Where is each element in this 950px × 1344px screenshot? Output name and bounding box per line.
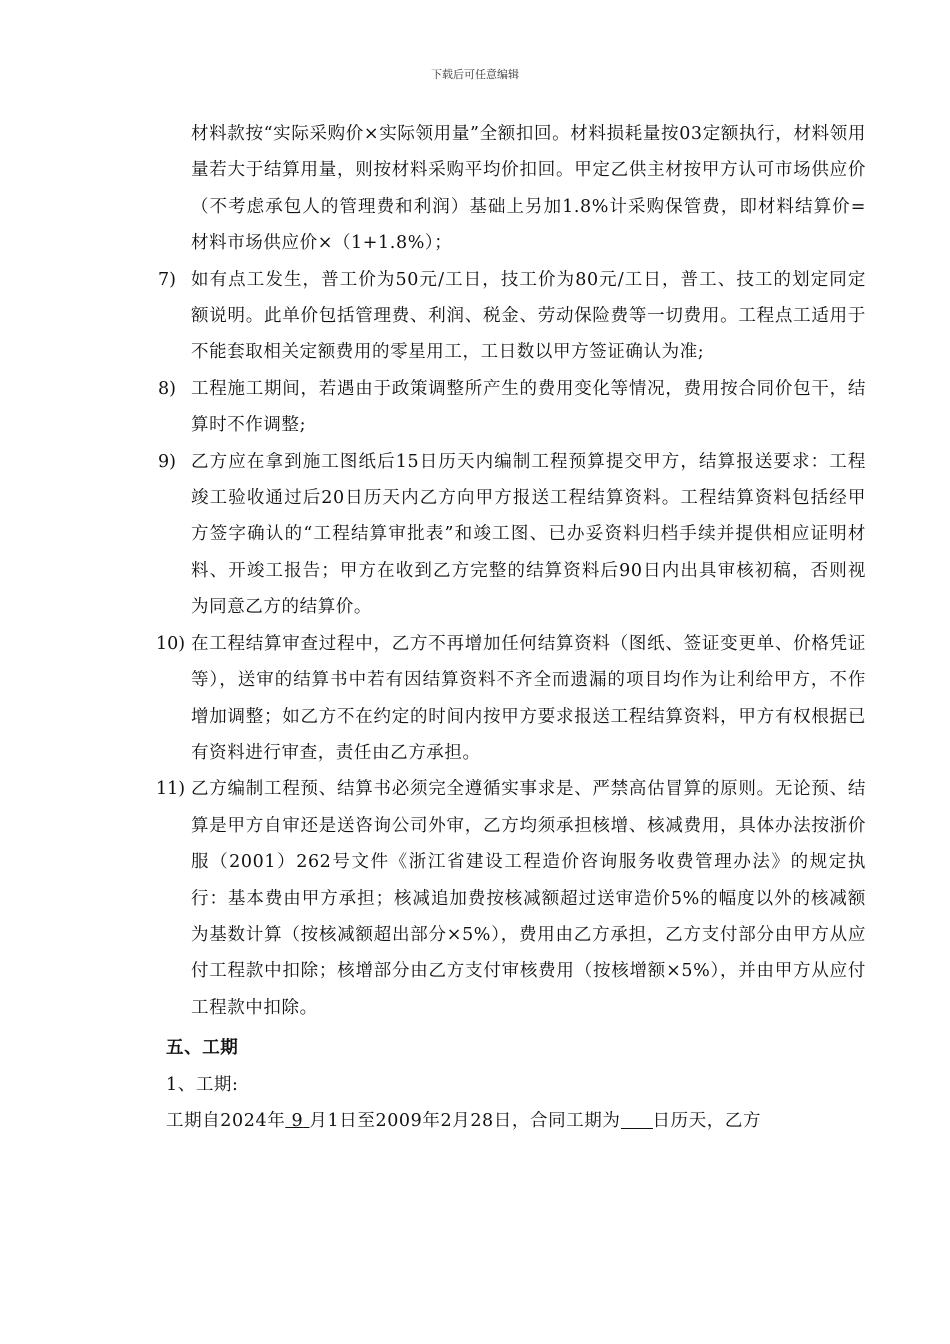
list-item-10 [156, 626, 866, 772]
document-body [156, 116, 866, 1139]
list-item-number: 10) [156, 633, 186, 654]
list-item-text: 工程施工期间，若遇由于政策调整所产生的费用变化等情况，费用按合同价包干，结算时不作调整; [191, 378, 866, 436]
section-title: 五、工期 [166, 1038, 239, 1059]
list-item-text: 乙方编制工程预、结算书必须完全遵循实事求是、严禁高估冒算的原则。无论预、结算是甲方自审还是送咨询公司外审，乙方均须承担核增、核减费用，具体办法按浙价服（2001）262号文件《浙江省建设工程造价咨询服务收费管理办法》的规定执行：基本费由甲方承担；核减追加费按核减额超过送审造价5%的幅度以外的核减额为基数计算（按核减额超出部分×5%），费用由乙方承担，乙方支付部分由甲方从应付工程款中扣除；核增部分由乙方支付审核费用（按核增额×5%），并由甲方从应付工程款中扣除。 [191, 779, 866, 1018]
list-item-number: 8) [158, 378, 176, 399]
list-item-text: 乙方应在拿到施工图纸后15日历天内编制工程预算提交甲方，结算报送要求：工程竣工验收通过后20日历天内乙方向甲方报送工程结算资料。工程结算资料包括经甲方签字确认的“工程结算审批表”和竣工图、已办妥资料归档手续并提供相应证明材料、开竣工报告；甲方在收到乙方完整的结算资料后90日内出具审核初稿，否则视为同意乙方的结算价。 [191, 451, 866, 618]
list-item-number: 9) [158, 451, 176, 472]
period-days-blank [621, 1108, 653, 1129]
period-month: 9 [291, 1110, 304, 1131]
list-item-9 [158, 444, 866, 626]
list-item-number: 7) [158, 269, 176, 290]
period-prefix: 工期自2024年 [166, 1110, 286, 1131]
page-header: 下载后可任意编辑 [431, 68, 519, 81]
sub-title: 1、工期: [166, 1074, 239, 1095]
list-item-7 [158, 262, 866, 371]
period-suffix: 日历天，乙方 [652, 1110, 762, 1131]
period-line [166, 1103, 866, 1139]
period-middle: 月1日至2009年2月28日，合同工期为 [309, 1110, 621, 1131]
list-item-number: 11) [156, 779, 186, 800]
intro-paragraph: 材料款按“实际采购价×实际领用量”全额扣回。材料损耗量按03定额执行，材料领用量若大于结算用量，则按材料采购平均价扣回。甲定乙供主材按甲方认可市场供应价（不考虑承包人的管理费和利润）基础上另加1.8%计采购保管费，即材料结算价=材料市场供应价×（1+1.8%）； [191, 124, 866, 254]
list-item-text: 在工程结算审查过程中，乙方不再增加任何结算资料（图纸、签证变更单、价格凭证等），送审的结算书中若有因结算资料不齐全而遗漏的项目均作为让利给甲方，不作增加调整；如乙方不在约定的时间内按甲方要求报送工程结算资料，甲方有权根据已有资料进行审查，责任由乙方承担。 [191, 633, 866, 763]
list-item-text: 如有点工发生，普工价为50元/工日，技工价为80元/工日，普工、技工的划定同定额说明。此单价包括管理费、利润、税金、劳动保险费等一切费用。工程点工适用于不能套取相关定额费用的零星用工，工日数以甲方签证确认为准; [191, 269, 866, 363]
list-item-8 [158, 371, 866, 444]
list-item-11 [156, 771, 866, 1026]
